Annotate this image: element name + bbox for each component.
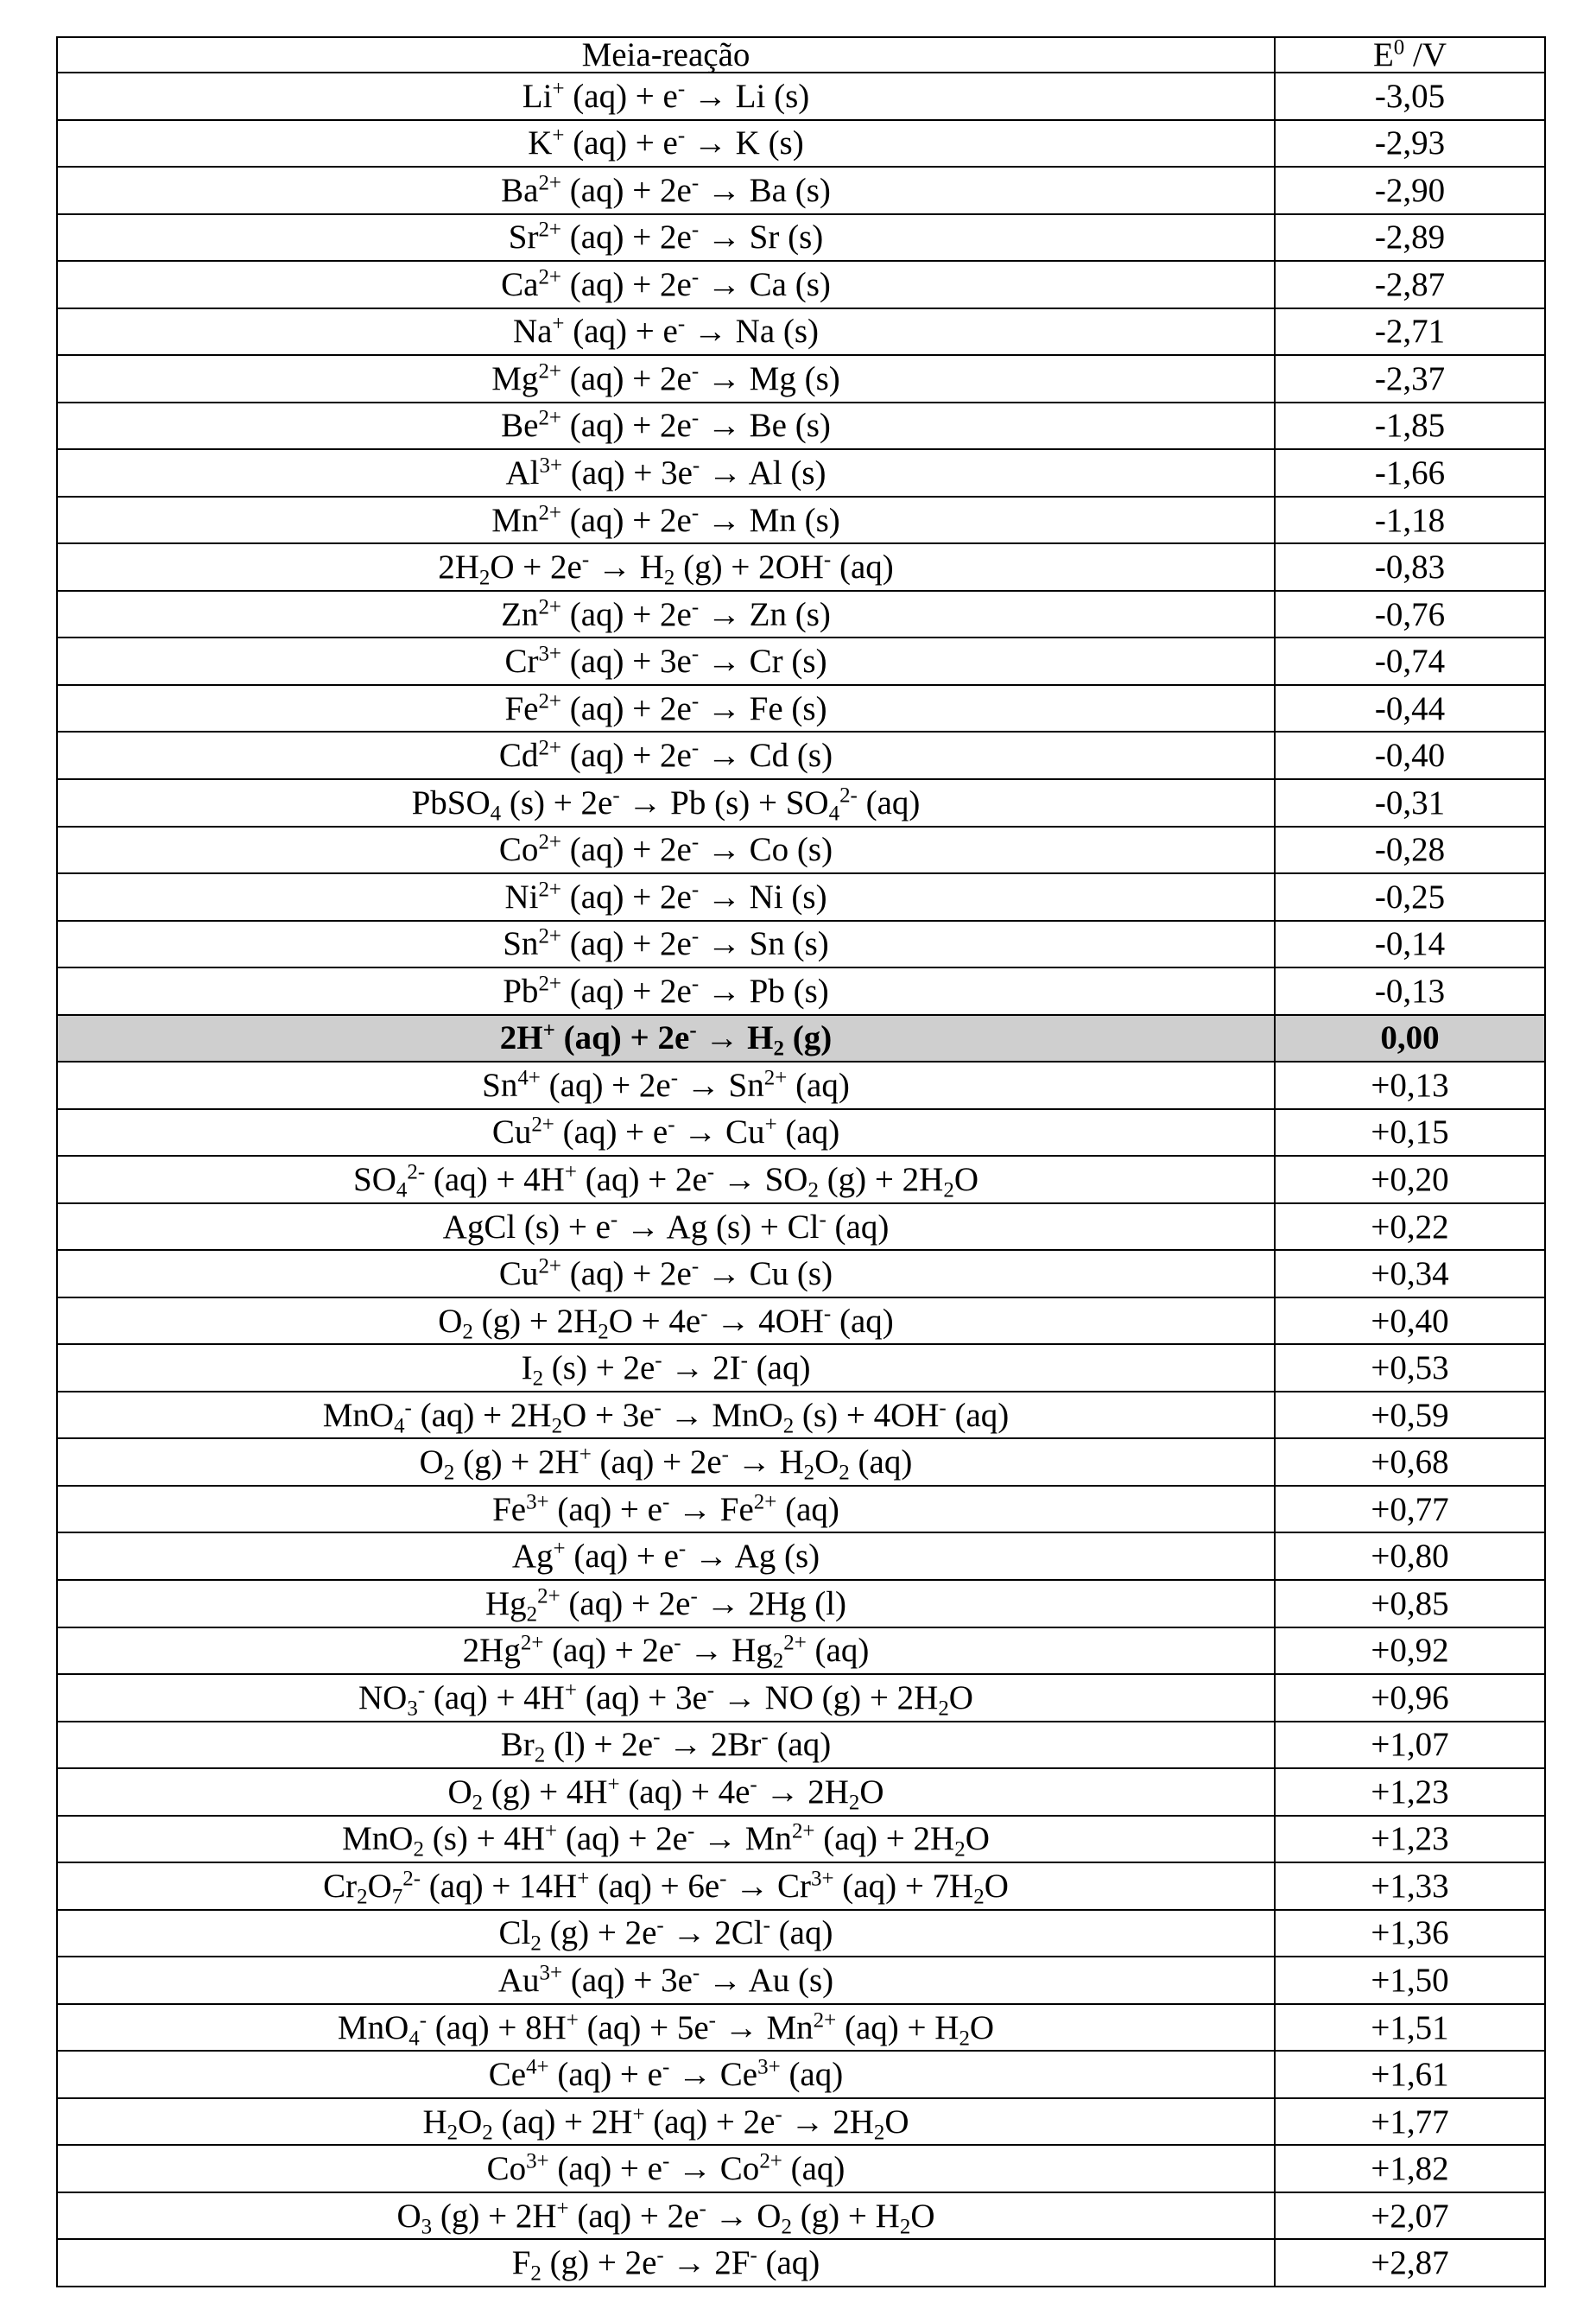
table-row	[57, 449, 1545, 497]
half-reaction-cell: $Pb^{2+}$ (aq) + 2e- → Pb (s)	[57, 967, 1275, 1015]
half-reaction-cell: $Cl_2$ (g) + 2e- → 2Cl- (aq)	[57, 1910, 1275, 1957]
half-reaction-cell: $Cu^{2+}$ (aq) + 2e- → Cu (s)	[57, 1250, 1275, 1297]
potential-cell: +1,50	[1275, 1957, 1545, 2004]
potential-cell: -1,85	[1275, 403, 1545, 450]
table-row	[57, 732, 1545, 779]
potential-cell: -0,31	[1275, 779, 1545, 827]
table-row	[57, 591, 1545, 638]
potential-cell: +1,23	[1275, 1816, 1545, 1863]
potential-cell: -0,14	[1275, 921, 1545, 968]
half-reaction-cell: $Ni^{2+}$ (aq) + 2e- → Ni (s)	[57, 873, 1275, 921]
potential-cell: +0,40	[1275, 1297, 1545, 1345]
potential-cell: +1,77	[1275, 2098, 1545, 2146]
potential-cell: -0,13	[1275, 967, 1545, 1015]
half-reaction-cell: $H_2O_2$ (aq) + 2H+ $(aq) + 2e^- \to 2H_2O$	[57, 2098, 1275, 2146]
potential-cell: +0,96	[1275, 1674, 1545, 1722]
potential-cell: -2,90	[1275, 167, 1545, 214]
potential-cell: +0,34	[1275, 1250, 1545, 1297]
half-reaction-cell: $Ca^{2+}$ (aq) + 2e- → Ca (s)	[57, 261, 1275, 308]
table-row	[57, 1392, 1545, 1439]
table-body	[57, 73, 1545, 2287]
half-reaction-cell: $Cd^{2+}$ (aq) + 2e- → Cd (s)	[57, 732, 1275, 779]
potential-cell: -0,40	[1275, 732, 1545, 779]
half-reaction-cell: $O_2$ $(g) + 2H_2O + 4e^- \to 4OH^-$ (aq)	[57, 1297, 1275, 1345]
header-half-reaction: Meia-reação	[57, 37, 1275, 73]
table-row	[57, 120, 1545, 168]
reduction-potentials-table	[56, 36, 1546, 2287]
potential-cell: -2,37	[1275, 355, 1545, 403]
half-reaction-cell: $Br_2$ (l) + 2e- → 2Br- (aq)	[57, 1722, 1275, 1769]
half-reaction-cell: $Mg^{2+}$ (aq) + 2e- → Mg (s)	[57, 355, 1275, 403]
potential-cell: +0,68	[1275, 1438, 1545, 1486]
potential-cell: -2,87	[1275, 261, 1545, 308]
half-reaction-cell: 2H+ $(aq) + 2e^- \to H_2$ (g)	[57, 1015, 1275, 1063]
table-row	[57, 827, 1545, 874]
table-row	[57, 2051, 1545, 2098]
potential-cell: +1,51	[1275, 2004, 1545, 2052]
potential-cell: -0,25	[1275, 873, 1545, 921]
half-reaction-cell: $Cu^{2+}$ (aq) + e- → Cu+ (aq)	[57, 1109, 1275, 1157]
potential-cell: +0,13	[1275, 1062, 1545, 1109]
half-reaction-cell: $Au^{3+}$ (aq) + 3e- → Au (s)	[57, 1957, 1275, 2004]
half-reaction-cell: $NO_3^-$ (aq) + 4H+ (aq) + 3e- → NO $(g) + 2H_2O$	[57, 1674, 1275, 1722]
table-row	[57, 1580, 1545, 1627]
potential-cell: +1,07	[1275, 1722, 1545, 1769]
half-reaction-cell: $Ba^{2+}$ (aq) + 2e- → Ba (s)	[57, 167, 1275, 214]
table-row	[57, 1486, 1545, 1533]
half-reaction-cell: MnO$_4$- $(aq) + 2H_2O + 3e^- \to MnO_2$ (s) + 4OH- (aq)	[57, 1392, 1275, 1439]
table-row	[57, 73, 1545, 120]
table-row-reference	[57, 1015, 1545, 1063]
potential-cell: -1,18	[1275, 497, 1545, 544]
half-reaction-cell: AgCl (s) + e- → Ag (s) + Cl- (aq)	[57, 1203, 1275, 1251]
half-reaction-cell: $Cr_2O_7^{2-}$ (aq) + 14H+ $(aq) + 6e^- \to Cr^{3+}$ $(aq) + 7H_2O$	[57, 1862, 1275, 1910]
potential-cell: +1,23	[1275, 1768, 1545, 1816]
half-reaction-cell: $Sn^{4+}$ $(aq) + 2e^- \to Sn^{2+}$ (aq)	[57, 1062, 1275, 1109]
half-reaction-cell: Li+ (aq) + e- → Li (s)	[57, 73, 1275, 120]
half-reaction-cell: $Sr^{2+}$ (aq) + 2e- → Sr (s)	[57, 214, 1275, 262]
half-reaction-cell: $Al^{3+}$ (aq) + 3e- → Al (s)	[57, 449, 1275, 497]
potential-cell: +1,82	[1275, 2145, 1545, 2192]
table-row	[57, 214, 1545, 262]
potential-cell: +0,80	[1275, 1532, 1545, 1580]
table-row	[57, 261, 1545, 308]
table-row	[57, 1674, 1545, 1722]
table-row	[57, 403, 1545, 450]
header-potential: $E^0$ /V	[1275, 37, 1545, 73]
half-reaction-cell: $Hg_2^{2+}$ (aq) + 2e- → 2Hg (l)	[57, 1580, 1275, 1627]
table-row	[57, 873, 1545, 921]
half-reaction-cell: Na+ (aq) + e- → Na (s)	[57, 308, 1275, 356]
potential-cell: +1,33	[1275, 1862, 1545, 1910]
potential-cell: +0,59	[1275, 1392, 1545, 1439]
half-reaction-cell: $I_2$ (s) + 2e- → 2I- (aq)	[57, 1344, 1275, 1392]
table-row	[57, 685, 1545, 733]
potential-cell: +0,53	[1275, 1344, 1545, 1392]
potential-cell: -0,76	[1275, 591, 1545, 638]
potential-cell: +2,07	[1275, 2192, 1545, 2240]
table-row	[57, 779, 1545, 827]
half-reaction-cell: PbSO$_4$ (s) + 2e- → Pb $(s) + SO_4^{2-}$ (aq)	[57, 779, 1275, 827]
header-row	[57, 37, 1545, 73]
table-row	[57, 1816, 1545, 1863]
half-reaction-cell: $O_2$ (g) + 2H+ $(aq) + 2e^- \to H_2O_2$ (aq)	[57, 1438, 1275, 1486]
potential-cell: -3,05	[1275, 73, 1545, 120]
table-row	[57, 2239, 1545, 2287]
potential-cell: +0,92	[1275, 1627, 1545, 1675]
table-row	[57, 967, 1545, 1015]
table-row	[57, 1438, 1545, 1486]
half-reaction-cell: $SO_4^{2-}$ (aq) + 4H+ $(aq) + 2e^- \to SO_2$ $(g) + 2H_2O$	[57, 1156, 1275, 1203]
half-reaction-cell: $Ce^{4+}$ $(aq) + e^- \to Ce^{3+}$ (aq)	[57, 2051, 1275, 2098]
table-row	[57, 355, 1545, 403]
table-row	[57, 497, 1545, 544]
half-reaction-cell: $Co^{2+}$ (aq) + 2e- → Co (s)	[57, 827, 1275, 874]
table-row	[57, 2192, 1545, 2240]
potential-cell: -0,44	[1275, 685, 1545, 733]
table-row	[57, 1156, 1545, 1203]
table-row	[57, 1203, 1545, 1251]
table-row	[57, 1250, 1545, 1297]
half-reaction-cell: $O_2$ (g) + 4H+ $(aq) + 4e^- \to 2H_2O$	[57, 1768, 1275, 1816]
potential-cell: -2,89	[1275, 214, 1545, 262]
potential-cell: -1,66	[1275, 449, 1545, 497]
table-row	[57, 543, 1545, 591]
half-reaction-cell: $Cr^{3+}$ (aq) + 3e- → Cr (s)	[57, 638, 1275, 685]
half-reaction-cell: MnO$_2$ (s) + 4H+ $(aq) + 2e^- \to Mn^{2+}$ $(aq) + 2H_2O$	[57, 1816, 1275, 1863]
half-reaction-cell: $Zn^{2+}$ (aq) + 2e- → Zn (s)	[57, 591, 1275, 638]
half-reaction-cell: $Fe^{2+}$ (aq) + 2e- → Fe (s)	[57, 685, 1275, 733]
potential-cell: +0,22	[1275, 1203, 1545, 1251]
table-row	[57, 2098, 1545, 2146]
potential-cell: -0,28	[1275, 827, 1545, 874]
half-reaction-cell: $2Hg^{2+}$ $(aq) + 2e^- \to Hg_2^{2+}$ (aq)	[57, 1627, 1275, 1675]
potential-cell: -2,93	[1275, 120, 1545, 168]
potential-cell: +1,36	[1275, 1910, 1545, 1957]
half-reaction-cell: $Sn^{2+}$ (aq) + 2e- → Sn (s)	[57, 921, 1275, 968]
potential-cell: +2,87	[1275, 2239, 1545, 2287]
potential-cell: +0,85	[1275, 1580, 1545, 1627]
half-reaction-cell: $Be^{2+}$ (aq) + 2e- → Be (s)	[57, 403, 1275, 450]
table-row	[57, 1627, 1545, 1675]
half-reaction-cell: $2H_2O + 2e^- \to H_2$ (g) + 2OH- (aq)	[57, 543, 1275, 591]
table-row	[57, 1910, 1545, 1957]
table-row	[57, 2145, 1545, 2192]
half-reaction-cell: $O_3$ (g) + 2H+ $(aq) + 2e^- \to O_2$ $(g) + H_2O$	[57, 2192, 1275, 2240]
table-row	[57, 1062, 1545, 1109]
potential-cell: -0,74	[1275, 638, 1545, 685]
potential-cell: -0,83	[1275, 543, 1545, 591]
table-row	[57, 167, 1545, 214]
table-row	[57, 1532, 1545, 1580]
potential-cell: 0,00	[1275, 1015, 1545, 1063]
half-reaction-cell: Ag+ (aq) + e- → Ag (s)	[57, 1532, 1275, 1580]
potential-cell: +1,61	[1275, 2051, 1545, 2098]
table-row	[57, 2004, 1545, 2052]
potential-cell: -2,71	[1275, 308, 1545, 356]
table-row	[57, 1768, 1545, 1816]
table-row	[57, 1344, 1545, 1392]
table-row	[57, 308, 1545, 356]
table-row	[57, 1109, 1545, 1157]
potential-cell: +0,15	[1275, 1109, 1545, 1157]
half-reaction-cell: $F_2$ (g) + 2e- → 2F- (aq)	[57, 2239, 1275, 2287]
half-reaction-cell: $Co^{3+}$ $(aq) + e^- \to Co^{2+}$ (aq)	[57, 2145, 1275, 2192]
table-row	[57, 1722, 1545, 1769]
table-row	[57, 1862, 1545, 1910]
half-reaction-cell: $Mn^{2+}$ (aq) + 2e- → Mn (s)	[57, 497, 1275, 544]
table-row	[57, 1297, 1545, 1345]
table-row	[57, 638, 1545, 685]
potential-cell: +0,20	[1275, 1156, 1545, 1203]
potential-cell: +0,77	[1275, 1486, 1545, 1533]
half-reaction-cell: K+ (aq) + e- → K (s)	[57, 120, 1275, 168]
half-reaction-cell: $Fe^{3+}$ $(aq) + e^- \to Fe^{2+}$ (aq)	[57, 1486, 1275, 1533]
table-row	[57, 1957, 1545, 2004]
table-row	[57, 921, 1545, 968]
half-reaction-cell: MnO$_4$- (aq) + 8H+ $(aq) + 5e^- \to Mn^{2+}$ $(aq) + H_2O$	[57, 2004, 1275, 2052]
